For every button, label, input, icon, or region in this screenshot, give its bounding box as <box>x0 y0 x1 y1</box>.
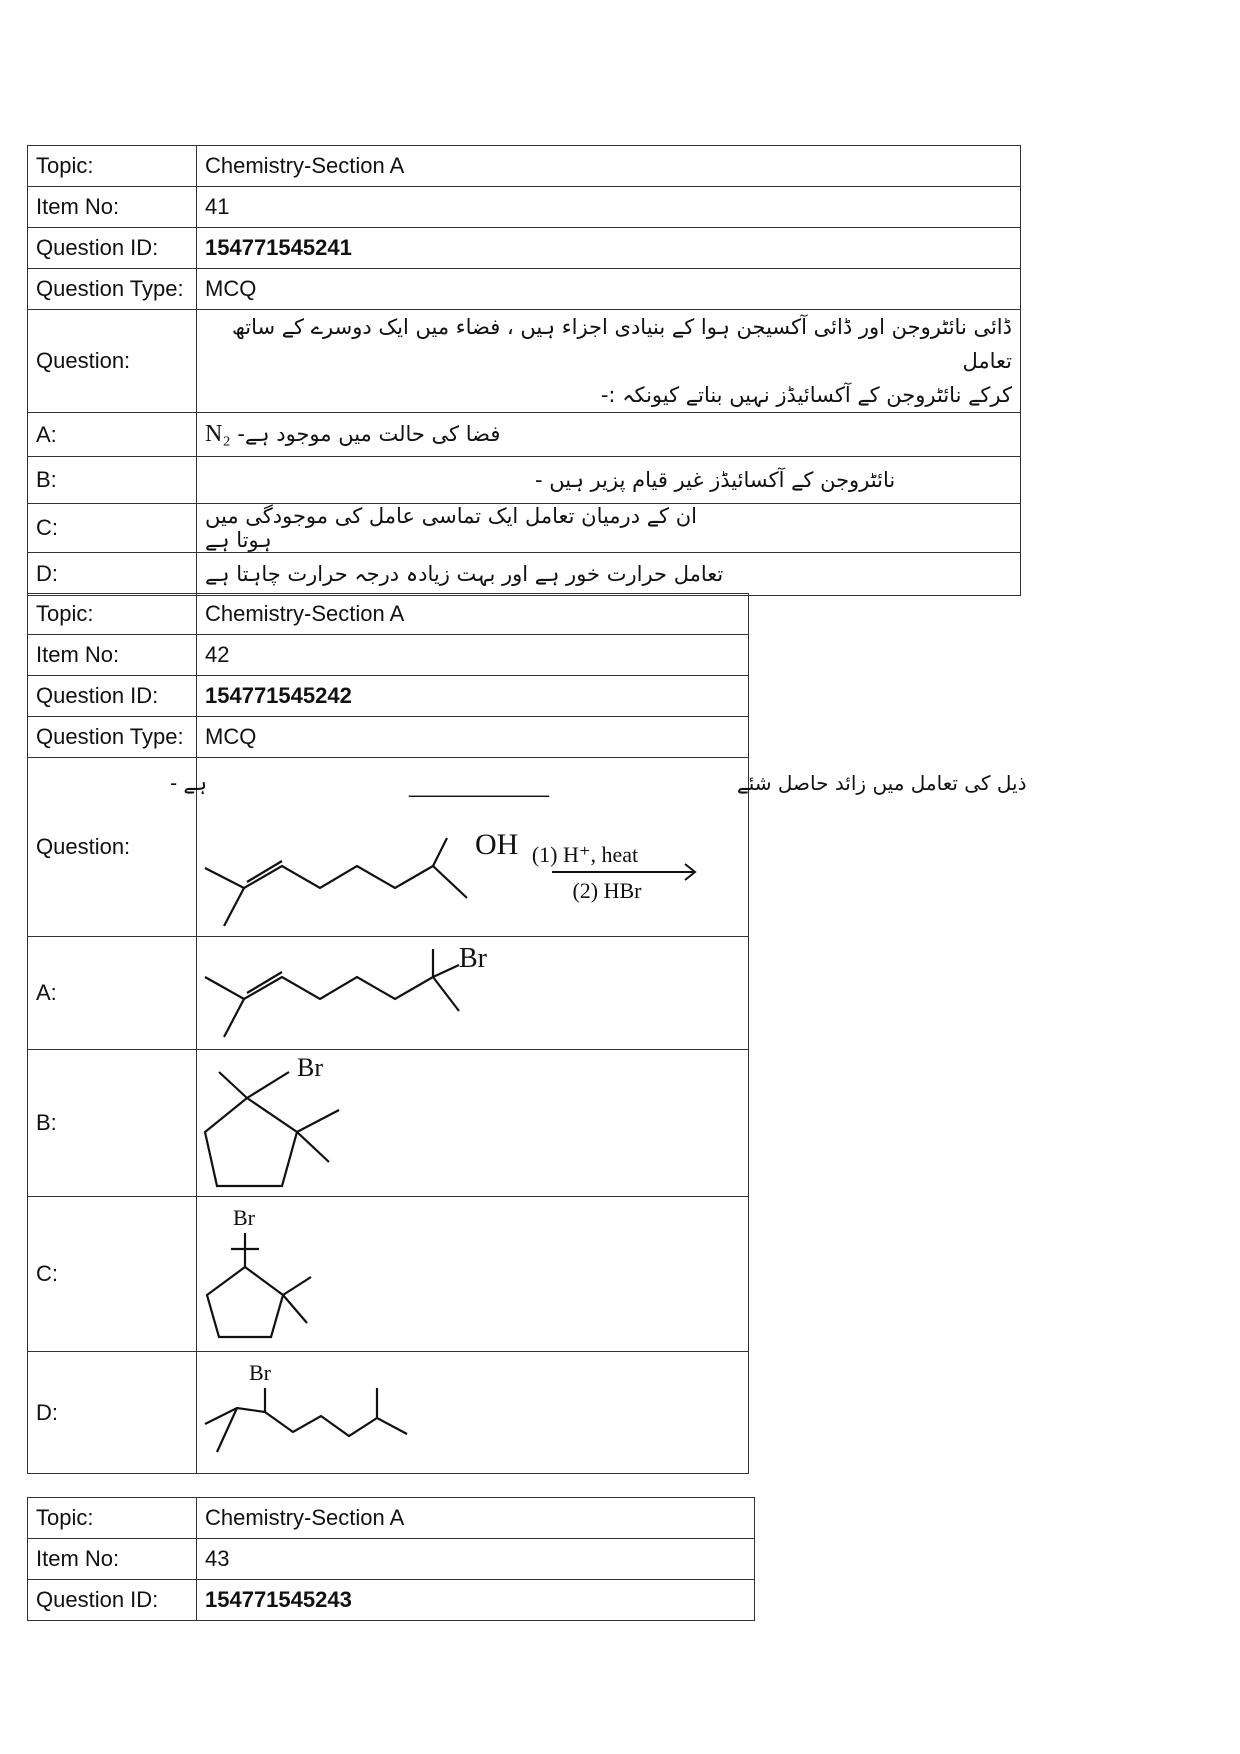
option-a <box>197 413 1021 457</box>
topic-label: Topic: <box>28 594 197 635</box>
bromo-label: Br <box>249 1360 271 1385</box>
question-id-value: 154771545243 <box>197 1580 755 1621</box>
bromo-label: Br <box>297 1053 323 1082</box>
question-type-label: Question Type: <box>28 717 197 758</box>
question-table-42 <box>27 593 1027 1474</box>
question-type-value: MCQ <box>197 717 749 758</box>
condition-1: (1) H⁺, heat <box>531 842 639 867</box>
question-body <box>169 758 1027 937</box>
option-b <box>197 1050 749 1197</box>
question-type-value: MCQ <box>197 269 1021 310</box>
option-d-text: تعامل حرارت خور ہے اور بہت زیادہ درجہ حرارت چاہتا ہے <box>205 562 724 586</box>
question-id-label: Question ID: <box>28 676 197 717</box>
option-d-structure <box>197 1352 749 1473</box>
option-d <box>197 553 1021 596</box>
option-d <box>197 1352 749 1474</box>
option-a-formula: N₂ <box>205 421 231 447</box>
question-table-41 <box>27 145 1021 596</box>
topic-value: Chemistry-Section A <box>197 146 1021 187</box>
option-a-structure <box>197 937 749 1049</box>
question-label: Question: <box>28 310 197 413</box>
bromo-label: Br <box>233 1205 255 1230</box>
question-table-43 <box>27 1497 755 1621</box>
question-type-label: Question Type: <box>28 269 197 310</box>
option-b-text: نائٹروجن کے آکسائیڈز غیر قیام پزیر ہیں - <box>535 468 896 492</box>
item-no-label: Item No: <box>28 635 197 676</box>
option-a-text: فضا کی حالت میں موجود ہے- <box>237 422 501 446</box>
option-a-label: A: <box>28 413 197 457</box>
reactant-molecule <box>205 838 467 926</box>
option-d-label: D: <box>28 1352 197 1474</box>
option-c-text: ان کے درمیان تعامل ایک تماسی عامل کی موجودگی میں ہوتا ہے <box>205 504 697 552</box>
topic-value: Chemistry-Section A <box>197 1498 755 1539</box>
bromo-label: Br <box>459 943 487 974</box>
option-b-label: B: <box>28 457 197 504</box>
item-no-value: 43 <box>197 1539 755 1580</box>
item-no-label: Item No: <box>28 1539 197 1580</box>
question-id-value: 154771545241 <box>197 228 1021 269</box>
question-id-label: Question ID: <box>28 1580 197 1621</box>
option-a-label: A: <box>28 937 197 1050</box>
question-line-1: ڈائی نائٹروجن اور ڈائی آکسیجن ہوا کے بنیادی اجزاء ہیں ، فضاء میں ایک دوسرے کے ساتھ تعامل <box>231 315 1012 373</box>
option-a <box>197 937 749 1050</box>
condition-2: (2) HBr <box>572 878 642 903</box>
item-no-value: 42 <box>197 635 749 676</box>
question-text: ذیل کی تعامل میں زائد حاصل شئے <box>737 771 1027 795</box>
topic-label: Topic: <box>28 1498 197 1539</box>
item-no-value: 41 <box>197 187 1021 228</box>
option-c-label: C: <box>28 1197 197 1352</box>
topic-label: Topic: <box>28 146 197 187</box>
question-blank: ______________ <box>409 773 549 797</box>
reaction-diagram <box>169 758 1027 936</box>
topic-value: Chemistry-Section A <box>197 594 749 635</box>
question-label: Question: <box>28 758 197 937</box>
option-c-label: C: <box>28 504 197 553</box>
item-no-label: Item No: <box>28 187 197 228</box>
question-id-label: Question ID: <box>28 228 197 269</box>
question-tail: ہے - <box>169 771 207 795</box>
oh-group: OH <box>475 828 519 861</box>
option-c <box>197 504 1021 553</box>
option-b-label: B: <box>28 1050 197 1197</box>
option-b-structure <box>197 1050 749 1196</box>
option-b <box>197 457 1021 504</box>
option-c <box>197 1197 749 1352</box>
option-c-structure <box>197 1197 749 1351</box>
question-line-2: کرکے نائٹروجن کے آکسائیڈز نہیں بناتے کیونکہ :- <box>600 383 1012 407</box>
option-d-label: D: <box>28 553 197 596</box>
question-body <box>197 310 1021 413</box>
question-id-value: 154771545242 <box>197 676 749 717</box>
